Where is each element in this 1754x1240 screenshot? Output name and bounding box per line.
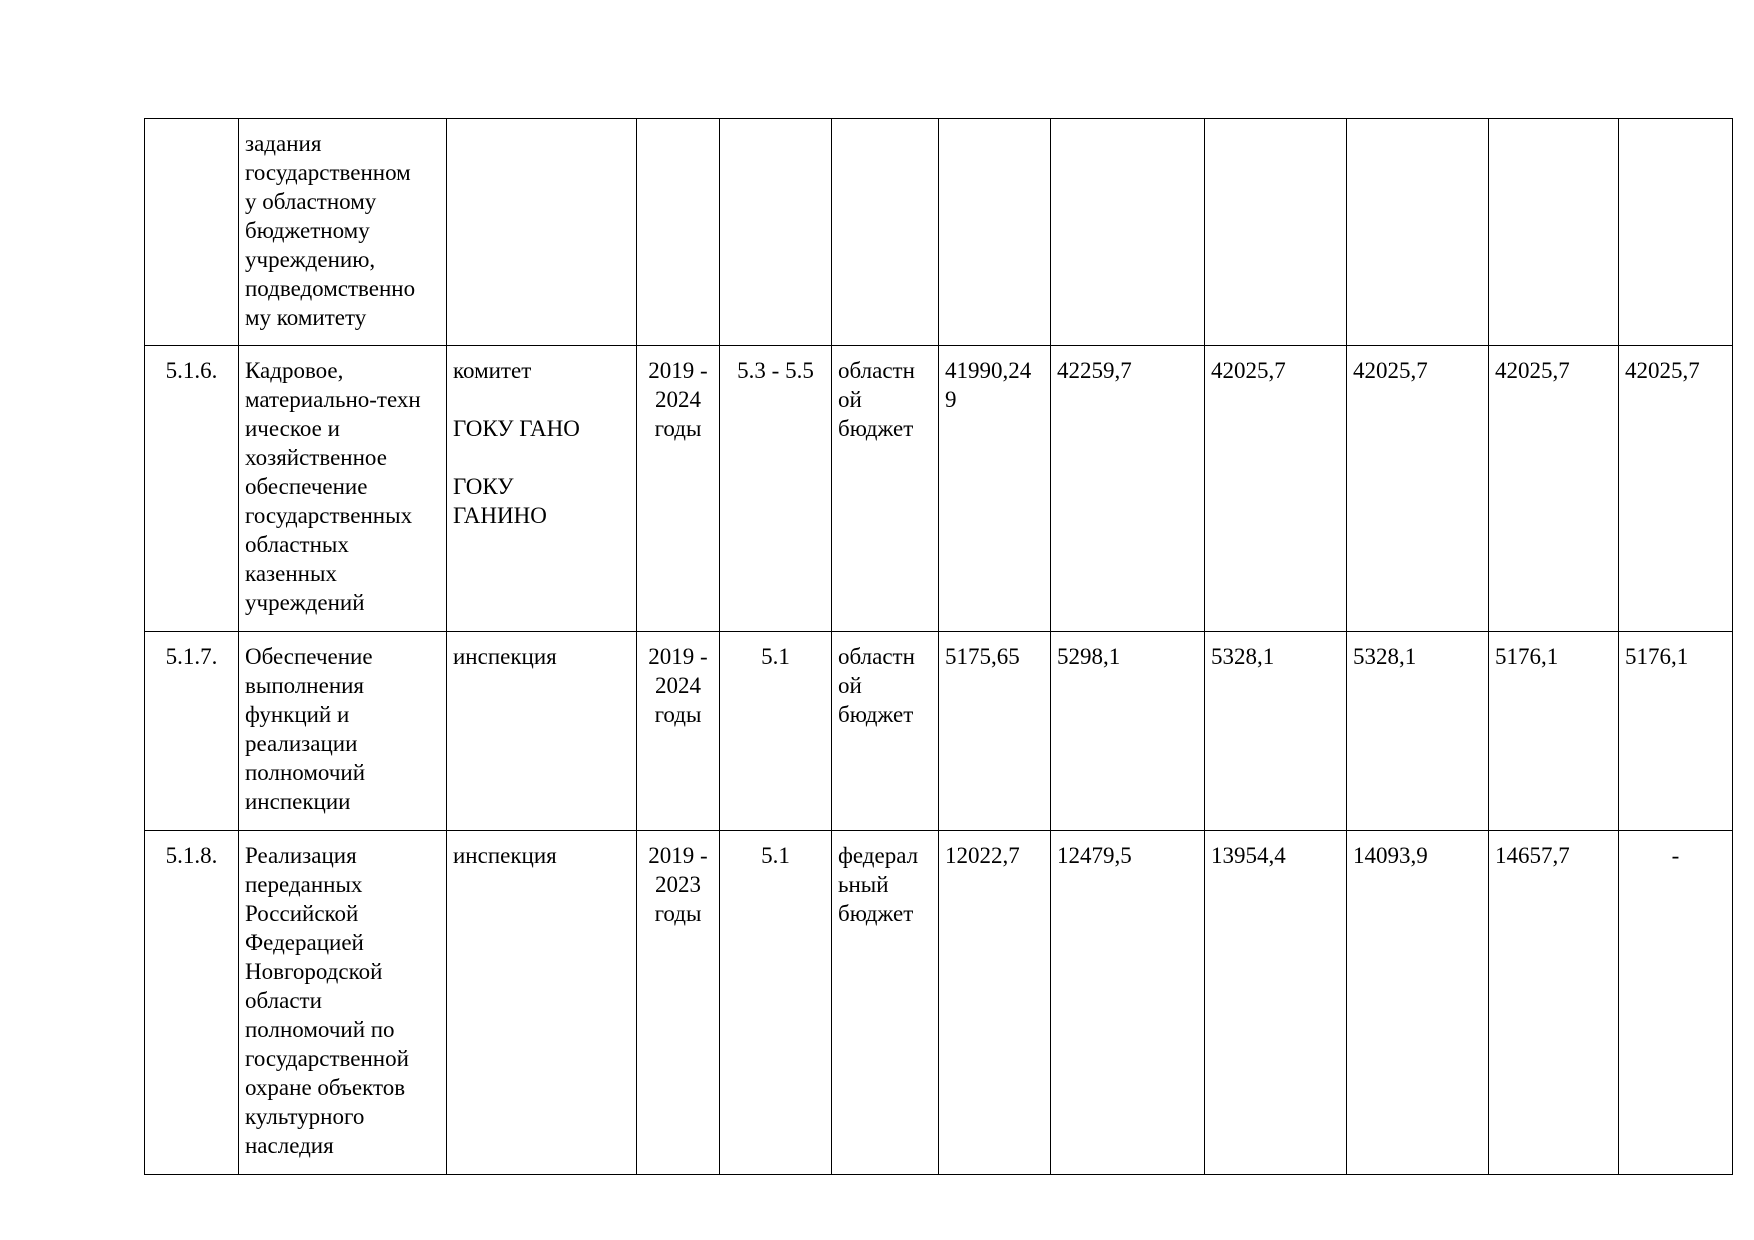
- target-indicator-cell: [720, 346, 832, 632]
- name-line: материально-техн: [245, 387, 421, 412]
- name-line: подведомственно: [245, 276, 416, 301]
- period-line: годы: [654, 416, 702, 441]
- activity-name-cell: [239, 632, 447, 831]
- name-line: му комитету: [245, 305, 367, 330]
- period-cell: [637, 119, 720, 346]
- name-line: полномочий: [245, 760, 365, 785]
- v6-value: -: [1671, 843, 1680, 868]
- v5-value: 14657,7: [1495, 843, 1570, 868]
- name-line: функций и: [245, 702, 350, 727]
- period-cell: [637, 346, 720, 632]
- amount-2021-cell: [1205, 632, 1347, 831]
- v3-value: 13954,4: [1211, 843, 1286, 868]
- name-line: инспекции: [245, 789, 351, 814]
- activity-name-cell: [239, 831, 447, 1175]
- amount-2021-cell: [1205, 346, 1347, 632]
- source-line: ьный: [838, 872, 889, 897]
- table-row: [145, 831, 1733, 1175]
- period-line: 2024: [655, 387, 701, 412]
- name-line: государственной: [245, 1046, 409, 1071]
- v6-value: 42025,7: [1625, 358, 1700, 383]
- name-line: учреждений: [245, 590, 365, 615]
- amount-2023-cell: [1489, 831, 1619, 1175]
- executor-line: ГАНИНО: [453, 503, 547, 528]
- name-line: государственных: [245, 503, 413, 528]
- period-line: 2019 -: [648, 843, 708, 868]
- amount-2024-cell: [1619, 632, 1733, 831]
- name-line: Федерацией: [245, 930, 364, 955]
- name-line: полномочий по: [245, 1017, 395, 1042]
- name-line: наследия: [245, 1133, 334, 1158]
- amount-2019-cell: [939, 346, 1051, 632]
- target-value: 5.3 - 5.5: [737, 358, 814, 383]
- name-line: переданных: [245, 872, 363, 897]
- amount-2021-cell: [1205, 119, 1347, 346]
- name-line: культурного: [245, 1104, 365, 1129]
- amount-2020-cell: [1051, 119, 1205, 346]
- v5-value: 5176,1: [1495, 644, 1559, 669]
- funding-source-cell: [832, 831, 939, 1175]
- source-line: областн: [838, 644, 915, 669]
- executor-line: комитет: [453, 358, 532, 383]
- name-line: обеспечение: [245, 474, 368, 499]
- name-line: учреждению,: [245, 247, 376, 272]
- v5-value: 42025,7: [1495, 358, 1570, 383]
- amount-2023-cell: [1489, 632, 1619, 831]
- funding-source-cell: [832, 346, 939, 632]
- period-cell: [637, 632, 720, 831]
- executor-line: инспекция: [453, 644, 557, 669]
- table-body: [145, 119, 1733, 1175]
- executor-line: ГОКУ ГАНО: [453, 416, 580, 441]
- executor-line: ГОКУ: [453, 474, 514, 499]
- amount-2023-cell: [1489, 119, 1619, 346]
- amount-2019-cell: [939, 632, 1051, 831]
- period-line: 2019 -: [648, 358, 708, 383]
- amount-2022-cell: [1347, 632, 1489, 831]
- executor-cell: [447, 119, 637, 346]
- v4-value: 14093,9: [1353, 843, 1428, 868]
- name-line: задания: [245, 131, 322, 156]
- name-line: ическое и: [245, 416, 340, 441]
- funding-source-cell: [832, 119, 939, 346]
- v1-line: 12022,7: [945, 843, 1020, 868]
- executor-line: [453, 443, 630, 472]
- amount-2022-cell: [1347, 346, 1489, 632]
- name-line: казенных: [245, 561, 337, 586]
- source-line: ой: [838, 387, 862, 412]
- target-indicator-cell: [720, 632, 832, 831]
- v3-value: 42025,7: [1211, 358, 1286, 383]
- target-indicator-cell: [720, 831, 832, 1175]
- amount-2020-cell: [1051, 831, 1205, 1175]
- name-line: областных: [245, 532, 349, 557]
- amount-2019-cell: [939, 119, 1051, 346]
- program-activities-table: [144, 118, 1733, 1175]
- table-row: [145, 632, 1733, 831]
- amount-2022-cell: [1347, 119, 1489, 346]
- activity-name-cell: [239, 346, 447, 632]
- name-line: реализации: [245, 731, 358, 756]
- amount-2021-cell: [1205, 831, 1347, 1175]
- executor-cell: [447, 831, 637, 1175]
- num-value: 5.1.8.: [165, 843, 218, 868]
- num-value: 5.1.6.: [165, 358, 218, 383]
- name-line: бюджетному: [245, 218, 370, 243]
- name-line: Обеспечение: [245, 644, 373, 669]
- source-line: областн: [838, 358, 915, 383]
- amount-2024-cell: [1619, 831, 1733, 1175]
- table-row: [145, 119, 1733, 346]
- item-number-cell: [145, 119, 239, 346]
- name-line: у областному: [245, 189, 377, 214]
- name-line: охране объектов: [245, 1075, 406, 1100]
- executor-cell: [447, 632, 637, 831]
- name-line: Реализация: [245, 843, 357, 868]
- target-value: 5.1: [761, 843, 790, 868]
- name-line: Российской: [245, 901, 359, 926]
- period-line: 2024: [655, 673, 701, 698]
- item-number-cell: [145, 632, 239, 831]
- target-value: 5.1: [761, 644, 790, 669]
- v2-value: 12479,5: [1057, 843, 1132, 868]
- executor-line: [453, 385, 630, 414]
- v1-line: 9: [945, 387, 957, 412]
- period-cell: [637, 831, 720, 1175]
- amount-2024-cell: [1619, 346, 1733, 632]
- period-line: годы: [654, 901, 702, 926]
- v2-value: 5298,1: [1057, 644, 1121, 669]
- amount-2020-cell: [1051, 632, 1205, 831]
- table-row: [145, 346, 1733, 632]
- v4-value: 42025,7: [1353, 358, 1428, 383]
- amount-2019-cell: [939, 831, 1051, 1175]
- period-line: 2023: [655, 872, 701, 897]
- period-line: 2019 -: [648, 644, 708, 669]
- name-line: хозяйственное: [245, 445, 387, 470]
- name-line: Кадровое,: [245, 358, 344, 383]
- source-line: бюджет: [838, 416, 914, 441]
- activity-name-cell: [239, 119, 447, 346]
- v1-line: 41990,24: [945, 358, 1032, 383]
- item-number-cell: [145, 831, 239, 1175]
- v2-value: 42259,7: [1057, 358, 1132, 383]
- executor-line: инспекция: [453, 843, 557, 868]
- name-line: выполнения: [245, 673, 365, 698]
- v3-value: 5328,1: [1211, 644, 1275, 669]
- name-line: государственном: [245, 160, 411, 185]
- period-line: годы: [654, 702, 702, 727]
- item-number-cell: [145, 346, 239, 632]
- amount-2020-cell: [1051, 346, 1205, 632]
- amount-2023-cell: [1489, 346, 1619, 632]
- v4-value: 5328,1: [1353, 644, 1417, 669]
- executor-cell: [447, 346, 637, 632]
- funding-source-cell: [832, 632, 939, 831]
- num-value: 5.1.7.: [165, 644, 218, 669]
- target-indicator-cell: [720, 119, 832, 346]
- amount-2024-cell: [1619, 119, 1733, 346]
- v6-value: 5176,1: [1625, 644, 1689, 669]
- name-line: области: [245, 988, 322, 1013]
- v1-line: 5175,65: [945, 644, 1020, 669]
- source-line: федерал: [838, 843, 919, 868]
- source-line: бюджет: [838, 901, 914, 926]
- source-line: ой: [838, 673, 862, 698]
- source-line: бюджет: [838, 702, 914, 727]
- amount-2022-cell: [1347, 831, 1489, 1175]
- name-line: Новгородской: [245, 959, 383, 984]
